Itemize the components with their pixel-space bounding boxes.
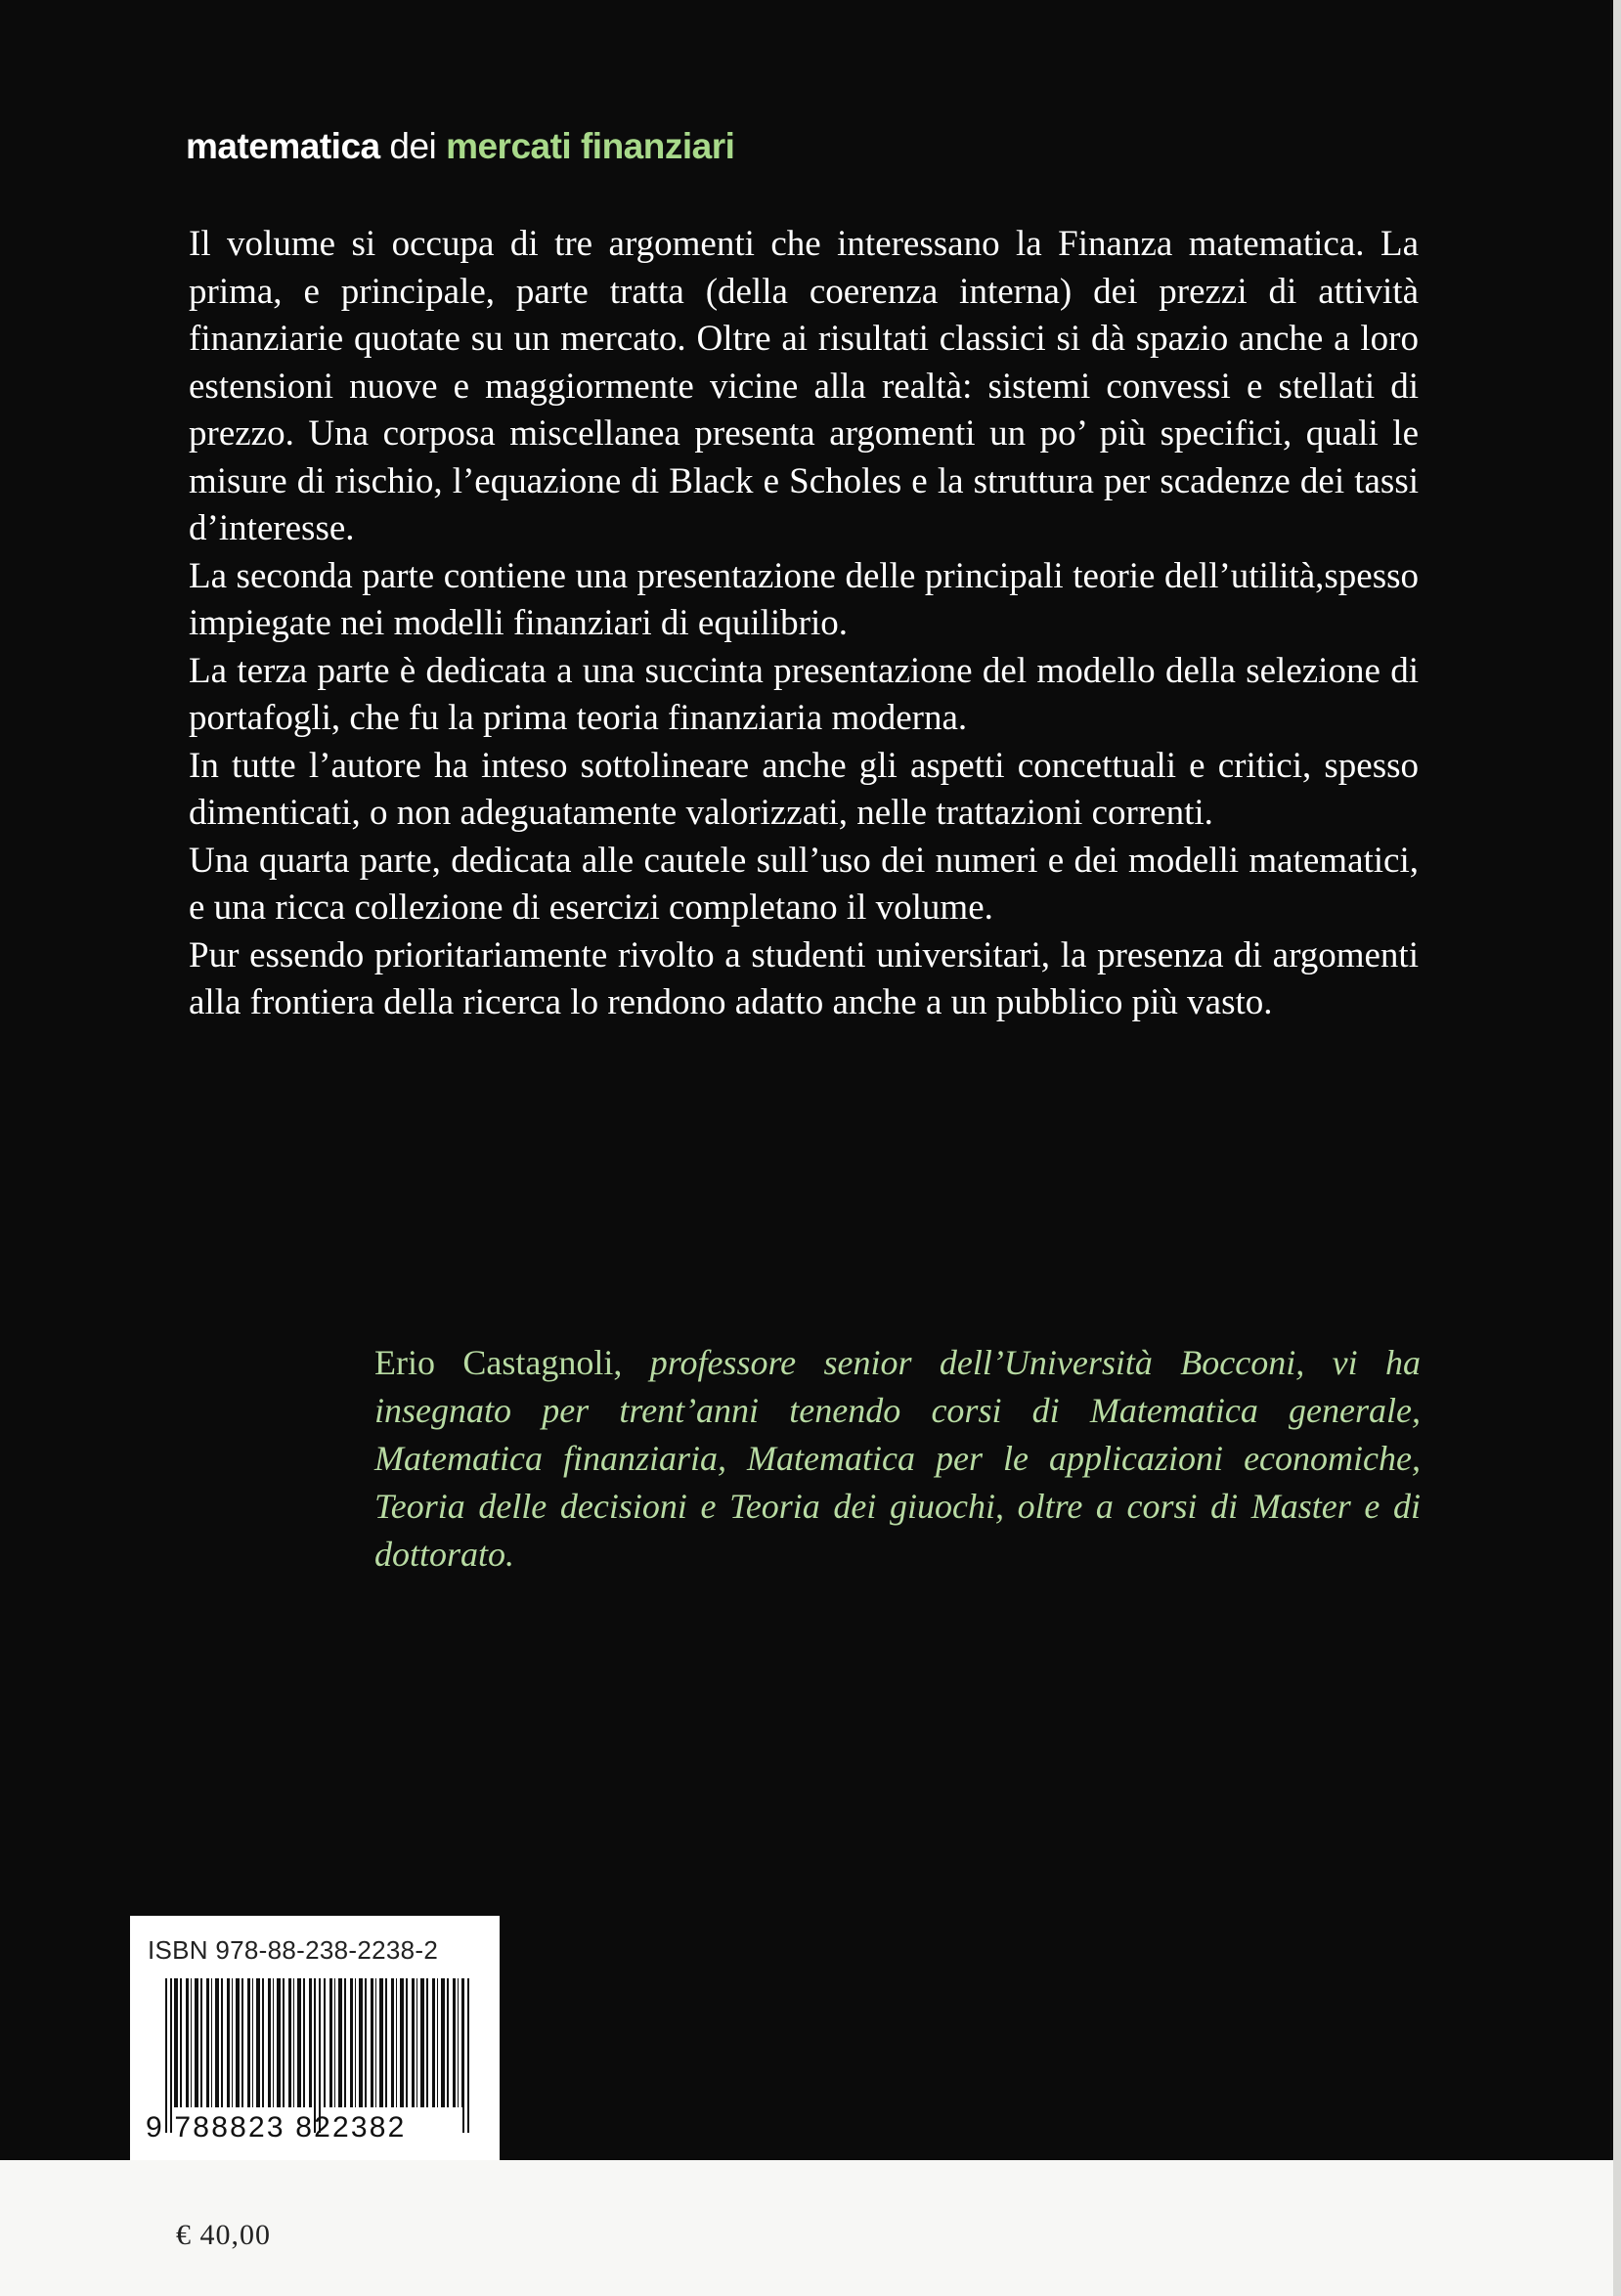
page-edge xyxy=(1613,0,1621,2296)
isbn-text: ISBN 978-88-238-2238-2 xyxy=(148,1935,439,1965)
series-title-words-mercati-finanziari: mercati finanziari xyxy=(446,126,735,166)
description-paragraph-4: In tutte l’autore ha inteso sottolineare anche gli aspetti concettuali e critici, spesso dimenticati, o non adeguatamente valorizzati, nelle trattazioni correnti. xyxy=(189,745,1419,833)
barcode-guard-right xyxy=(462,1978,470,2133)
barcode-guard-left xyxy=(165,1978,173,2133)
description-paragraph-3: La terza parte è dedicata a una succinta presentazione del modello della selezione di portafogli, che fu la prima teoria finanziaria moderna. xyxy=(189,650,1419,738)
description-paragraph-2: La seconda parte contiene una presentazione delle principali teorie dell’utilità,spesso impiegate nei modelli finanziari di equilibrio. xyxy=(189,555,1419,643)
description-paragraph-1: Il volume si occupa di tre argomenti che interessano la Finanza matematica. La prima, e principale, parte tratta (della coerenza interna) dei prezzi di attività finanziarie quotate su un mercato. Oltre ai risultati classici si dà spazio anche a loro estensioni nuove e maggiormente vicine alla realtà: sistemi convessi e stellati di prezzo. Una corposa miscellanea presenta argomenti un po’ più specifici, quali le misure di rischio, l’equazione di Black e Scholes e la struttura per scadenze dei tassi d’interesse. xyxy=(189,224,1419,548)
description-paragraph-5: Una quarta parte, dedicata alle cautele sull’uso dei numeri e dei modelli matematici, e una ricca collezione di esercizi completano il volume. xyxy=(189,840,1419,928)
description xyxy=(189,221,1419,1027)
barcode-digits: 9 788823 822382 xyxy=(146,2111,407,2144)
barcode-label xyxy=(130,1916,500,2160)
author-bio xyxy=(374,1339,1421,1579)
series-title-word-matematica: matematica xyxy=(186,126,380,166)
description-paragraph-6: Pur essendo prioritariamente rivolto a studenti universitari, la presenza di argomenti alla frontiera della ricerca lo rendono adatto anche a un pubblico più vasto. xyxy=(189,934,1419,1022)
series-title xyxy=(186,125,734,168)
price-label: € 40,00 xyxy=(176,2219,271,2251)
author-name: Erio Castagnoli, xyxy=(374,1343,623,1382)
series-title-word-dei: dei xyxy=(389,126,437,166)
author-description: professore senior dell’Università Bocconi, vi ha insegnato per trent’anni tenendo corsi di Matematica generale, Matematica finanziaria, Matematica per le applicazioni economiche, Teoria delle decisioni e Teoria dei giuochi, oltre a corsi di Master e di dottorato. xyxy=(374,1343,1421,1574)
barcode-bars xyxy=(165,1978,470,2107)
barcode-guard-middle xyxy=(314,1978,322,2133)
